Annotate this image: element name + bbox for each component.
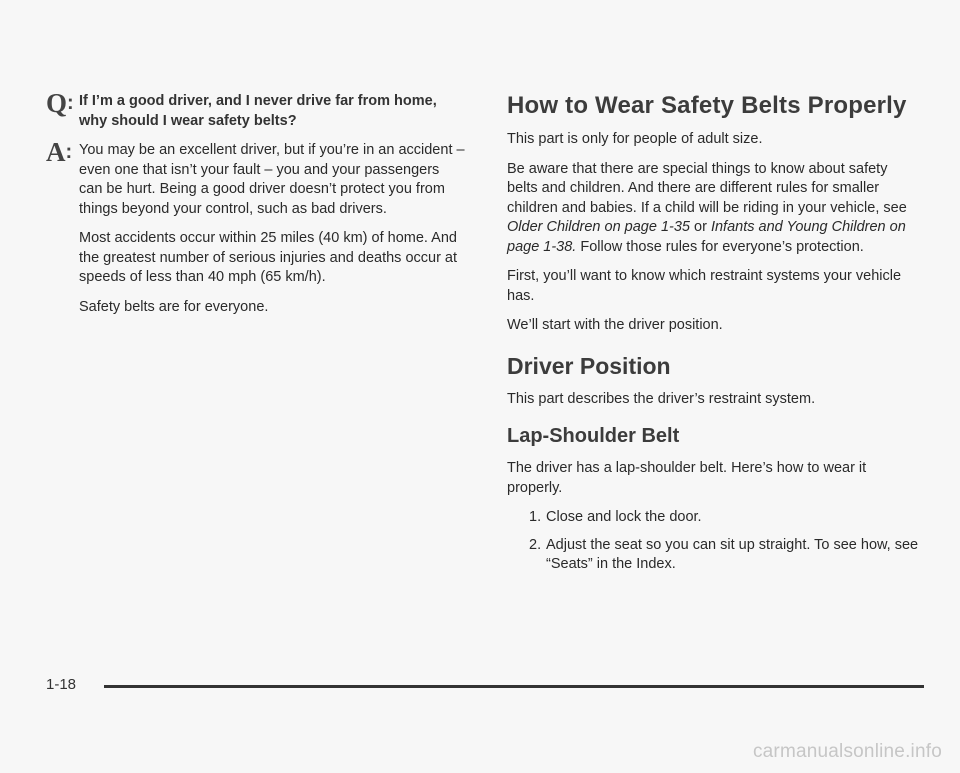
question-mark: Q: xyxy=(46,88,74,118)
cross-reference: Older Children on page 1-35 xyxy=(507,219,690,235)
page-number: 1-18 xyxy=(46,676,77,693)
steps-list xyxy=(507,508,919,575)
right-column xyxy=(507,92,919,583)
body-paragraph: The driver has a lap-shoulder belt. Here’s how to wear it properly. xyxy=(507,460,867,496)
answer-text: You may be an excellent driver, but if you’re in an accident – even one that isn’t your fault – you and your passengers can be hurt. Being a good driver doesn’t protect you from things beyond your control, such as bad drivers. xyxy=(79,142,465,217)
subsection-heading: Lap-Shoulder Belt xyxy=(507,425,680,447)
question-text: If I’m a good driver, and I never drive far from home, why should I wear safety belts? xyxy=(79,93,437,129)
body-paragraph: This part is only for people of adult size. xyxy=(507,131,763,147)
body-paragraph: First, you’ll want to know which restraint systems your vehicle has. xyxy=(507,268,902,304)
watermark: carmanualsonline.info xyxy=(752,741,942,762)
answer-mark: A: xyxy=(46,137,73,167)
subsection-heading: Driver Position xyxy=(507,352,671,379)
body-paragraph: We’ll start with the driver position. xyxy=(507,317,723,333)
left-column xyxy=(46,88,466,327)
list-item: 1. Close and lock the door. xyxy=(529,509,702,525)
body-paragraph: Most accidents occur within 25 miles (40 km) of home. And the greatest number of serious injuries and deaths occur at speeds of less than 40 mph (65 km/h). xyxy=(79,230,458,285)
body-paragraph: Safety belts are for everyone. xyxy=(79,298,269,315)
section-heading: How to Wear Safety Belts Properly xyxy=(507,92,907,119)
body-paragraph: Be aware that there are special things to know about safety belts and children. And there are different rules for smaller children and babies. If a child will be riding in your vehicle, see Older Children on page 1-35 or Infants and Young Children on page 1-38. Follow those rules for everyone’s protection. xyxy=(507,160,907,255)
footer-rule xyxy=(104,685,924,688)
list-item: 2. Adjust the seat so you can sit up straight. To see how, see “Seats” in the Index. xyxy=(529,536,919,572)
cross-reference: Infants and Young Children on page 1-38. xyxy=(507,219,906,255)
answer-block xyxy=(46,137,466,219)
question-block xyxy=(46,88,466,131)
body-paragraph: This part describes the driver’s restraint system. xyxy=(507,390,816,407)
